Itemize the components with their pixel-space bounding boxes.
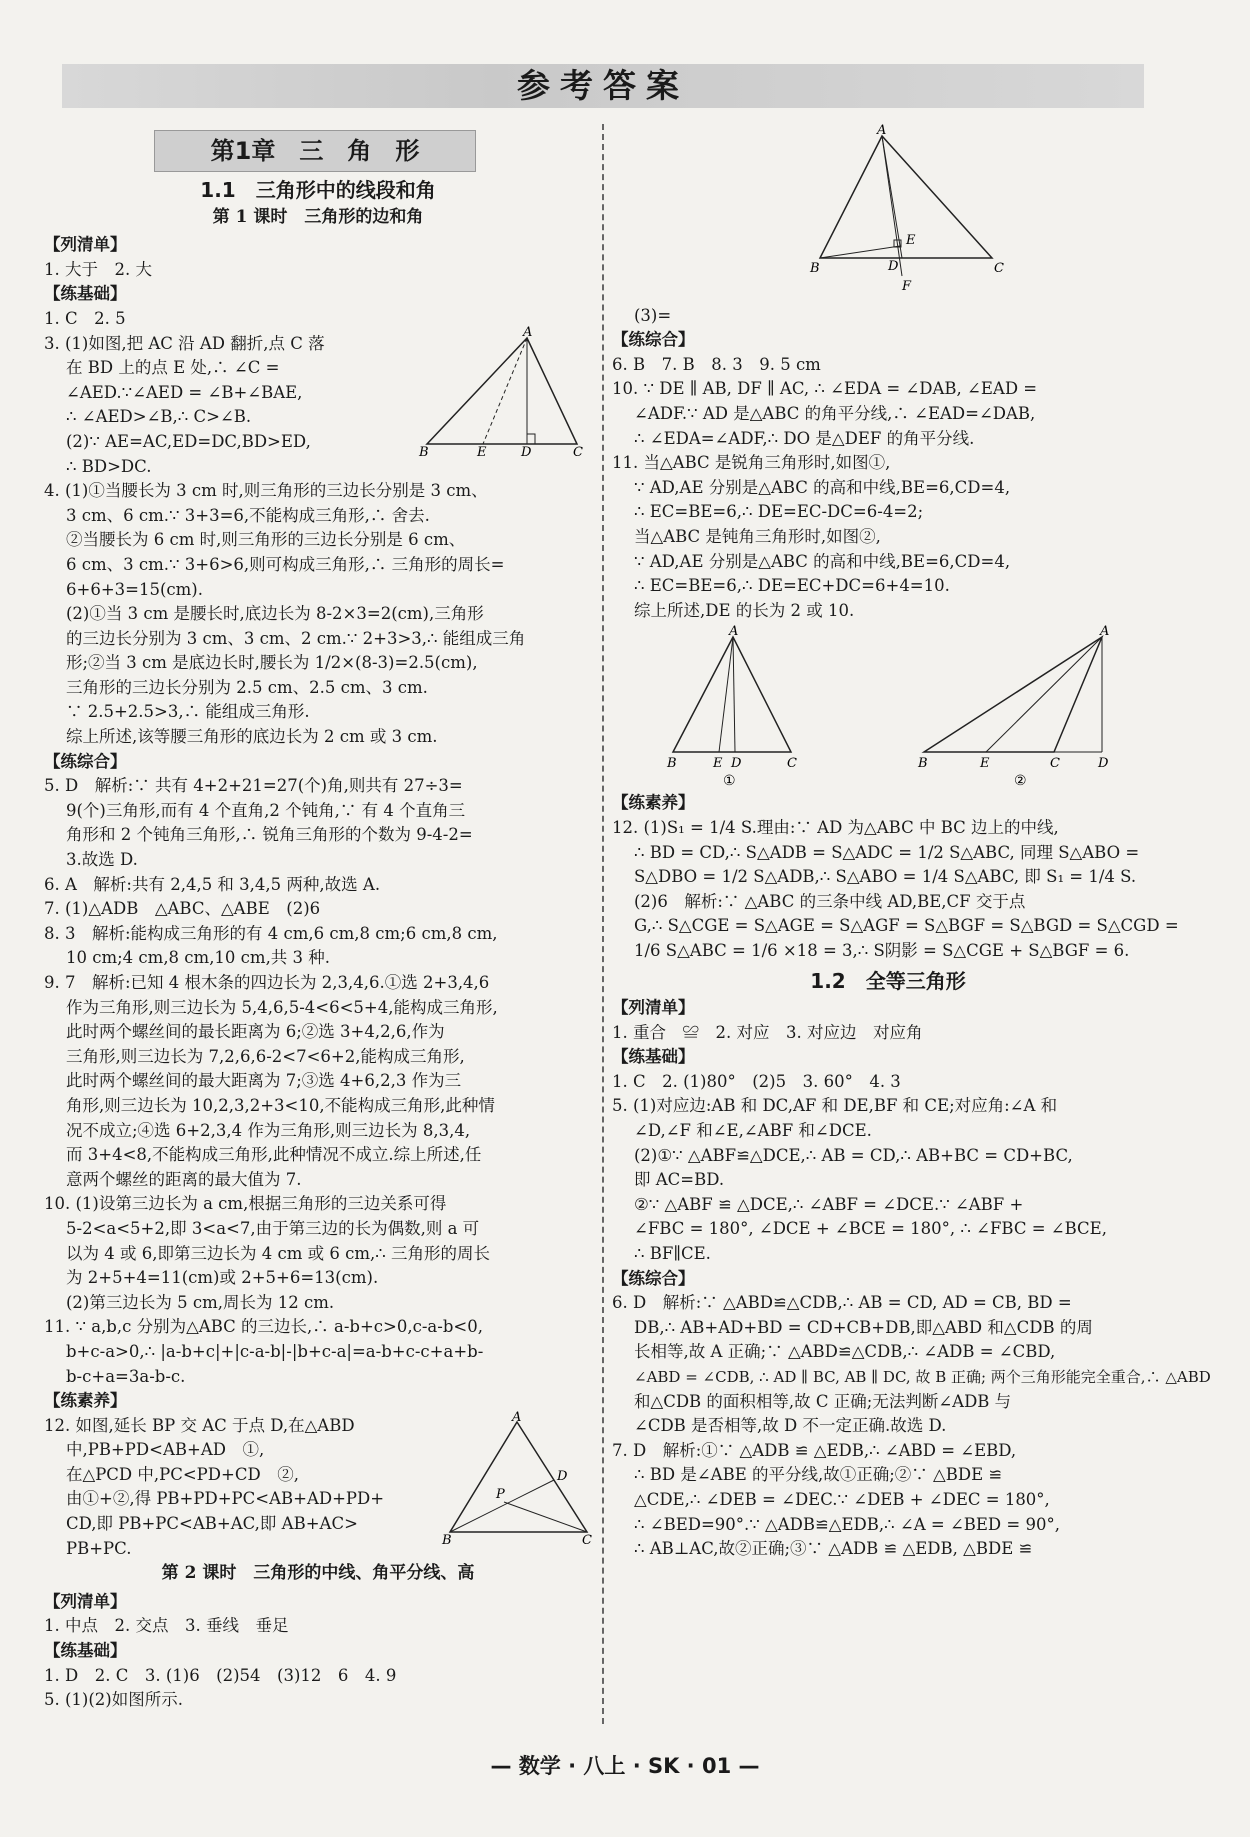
lesson-title: 第 2 课时 三角形的中线、角平分线、高 (161, 1563, 475, 1584)
text-line: 10. (1)设第三边长为 a cm,根据三角形的三边关系可得 (44, 1194, 447, 1214)
text-line: 此时两个螺丝间的最大距离为 7;③选 4+6,2,3 作为三 (66, 1071, 462, 1091)
svg-text:B: B (666, 756, 677, 772)
svg-text:D: D (730, 756, 741, 772)
svg-text:A: A (512, 1409, 522, 1425)
text-line: 的三边长分别为 3 cm、3 cm、2 cm.∵ 2+3>3,∴ 能组成三角 (66, 628, 526, 648)
text-line: 9(个)三角形,而有 4 个直角,2 个钝角,∵ 有 4 个直角三 (66, 800, 466, 820)
text-line: ∠FBC = 180°, ∠DCE + ∠BCE = 180°, ∴ ∠FBC = ∠BCE, (634, 1219, 1107, 1239)
svg-text:D: D (521, 444, 532, 460)
text-line: 7. (1)△ADB △ABC、△ABE (2)6 (44, 899, 321, 919)
svg-text:E: E (979, 756, 989, 772)
text-line: 8. 3 解析:能构成三角形的有 4 cm,6 cm,8 cm;6 cm,8 cm, (44, 923, 498, 943)
text-line: 1. 重合 ≌ 2. 对应 3. 对应边 对应角 (612, 1022, 923, 1042)
text-line: 意两个螺丝的距离的最大值为 7. (66, 1169, 302, 1189)
figure-label-1: ① (722, 773, 736, 790)
acute-triangle-figure (663, 624, 813, 790)
text-line: 6 cm、3 cm.∵ 3+6>6,则可构成三角形,∴ 三角形的周长= (66, 554, 505, 574)
tag-basic: 【练基础】 (612, 1047, 695, 1067)
text-line: 11. ∵ a,b,c 分别为△ABC 的三边长,∴ a-b+c>0,c-a-b<0, (44, 1317, 483, 1337)
svg-text:B: B (810, 261, 820, 276)
svg-text:A: A (523, 324, 533, 340)
text-line: ②∵ △ABF ≌ △DCE,∴ ∠ABF = ∠DCE.∵ ∠ABF + (634, 1194, 1024, 1214)
svg-text:F: F (902, 279, 912, 294)
text-line: 和△CDB 的面积相等,故 C 正确;无法判断∠ADB 与 (634, 1391, 1012, 1411)
svg-text:B: B (917, 756, 928, 772)
svg-text:C: C (786, 756, 797, 772)
text-line: 7. D 解析:①∵ △ADB ≌ △EDB,∴ ∠ABD = ∠EBD, (612, 1440, 1017, 1460)
svg-text:A: A (877, 123, 887, 138)
text-line: PB+PC. (66, 1538, 132, 1558)
text-line: ∴ EC=BE=6,∴ DE=EC-DC=6-4=2; (634, 502, 924, 522)
text-line: 3. (1)如图,把 AC 沿 AD 翻折,点 C 落 (44, 333, 325, 353)
triangle-figure-q12 (442, 1409, 592, 1548)
text-line: ∵ AD,AE 分别是△ABC 的高和中线,BE=6,CD=4, (634, 551, 1011, 571)
text-line: ∠AED.∵∠AED = ∠B+∠BAE, (66, 382, 303, 402)
figure-label-2: ② (1013, 773, 1027, 790)
text-line: 10 cm;4 cm,8 cm,10 cm,共 3 种. (66, 948, 331, 968)
section-title: 1.2 全等三角形 (810, 969, 966, 994)
svg-text:A: A (1099, 624, 1109, 640)
section-title: 1.1 三角形中的线段和角 (200, 178, 436, 202)
tag-comprehensive: 【练综合】 (44, 751, 127, 771)
text-line: 况不成立;④选 6+2,3,4 作为三角形,则三边长为 8,3,4, (66, 1120, 471, 1140)
text-line: 12. 如图,延长 BP 交 AC 于点 D,在△ABD (44, 1415, 355, 1435)
svg-text:C: C (573, 444, 583, 460)
text-line: 5. (1)对应边:AB 和 DC,AF 和 DE,BF 和 CE;对应角:∠A 和 (612, 1096, 1058, 1116)
text-line: 1. 中点 2. 交点 3. 垂线 垂足 (44, 1616, 289, 1636)
tag-list: 【列清单】 (612, 998, 695, 1018)
text-line: (2)第三边长为 5 cm,周长为 12 cm. (66, 1292, 335, 1312)
text-line: 以为 4 或 6,即第三边长为 4 cm 或 6 cm,∴ 三角形的周长 (66, 1243, 490, 1263)
text-line: 角形,则三边长为 10,2,3,2+3<10,不能构成三角形,此种情 (66, 1095, 495, 1115)
text-line: 由①+②,得 PB+PD+PC<AB+AD+PD+ (66, 1489, 385, 1509)
text-line: 形;②当 3 cm 是底边长时,腰长为 1/2×(8-3)=2.5(cm), (66, 653, 478, 673)
text-line: 而 3+4<8,不能构成三角形,此种情况不成立.综上所述,任 (66, 1145, 482, 1165)
text-line: 三角形,则三边长为 7,2,6,6-2<7<6+2,能构成三角形, (66, 1046, 465, 1066)
page-footer: — 数学 · 八上 · SK · 01 — (490, 1754, 760, 1778)
text-line: 6+6+3=15(cm). (66, 579, 203, 599)
text-line: ∠ADF.∵ AD 是△ABC 的角平分线,∴ ∠EAD=∠DAB, (634, 403, 1036, 423)
answer-banner (62, 64, 1144, 108)
text-line: (2)∵ AE=AC,ED=DC,BD>ED, (66, 431, 311, 451)
svg-text:C: C (1049, 756, 1060, 772)
text-line: 6. A 解析:共有 2,4,5 和 3,4,5 两种,故选 A. (44, 874, 381, 894)
text-line: 11. 当△ABC 是锐角三角形时,如图①, (612, 453, 891, 473)
text-line: 当△ABC 是钝角三角形时,如图②, (634, 526, 881, 546)
text-line: S△DBO = 1/2 S△ADB,∴ S△ABO = 1/4 S△ABC, 即 S₁ = 1/4 S. (634, 867, 1137, 887)
text-line: 12. (1)S₁ = 1/4 S.理由:∵ AD 为△ABC 中 BC 边上的中线, (612, 817, 1059, 837)
column-divider (602, 124, 604, 1724)
svg-text:A: A (728, 624, 738, 640)
text-line: (3)= (634, 305, 672, 325)
text-line: 3.故选 D. (66, 850, 138, 870)
tag-basic: 【练基础】 (44, 284, 127, 304)
text-line: 1/6 S△ABC = 1/6 ×18 = 3,∴ S阴影 = S△CGE + S△BGF = 6. (634, 940, 1130, 960)
text-line: 综上所述,DE 的长为 2 或 10. (634, 600, 855, 620)
text-line: (2)6 解析:∵ △ABC 的三条中线 AD,BE,CF 交于点 (634, 891, 1026, 911)
figure-row-q11 (612, 624, 1164, 790)
triangle-figure-q5 (612, 123, 1132, 296)
tag-list: 【列清单】 (44, 1591, 127, 1611)
text-line: 1. C 2. 5 (44, 308, 126, 328)
text-line: ∴ AB⊥AC,故②正确;③∵ △ADB ≌ △EDB, △BDE ≌ (634, 1539, 1033, 1559)
text-line: G,∴ S△CGE = S△AGE = S△AGF = S△BGF = S△BGD = S△CGD = (634, 916, 1179, 936)
text-line: DB,∴ AB+AD+BD = CD+CB+DB,即△ABD 和△CDB 的周 (634, 1317, 1093, 1337)
text-line: 5-2<a<5+2,即 3<a<7,由于第三边的长为偶数,则 a 可 (66, 1218, 480, 1238)
text-line: ∴ BF∥CE. (634, 1244, 711, 1263)
text-line: ∴ EC=BE=6,∴ DE=EC+DC=6+4=10. (634, 576, 950, 596)
text-line: 作为三角形,则三边长为 5,4,6,5-4<6<5+4,能构成三角形, (66, 997, 498, 1017)
text-line: 3 cm、6 cm.∵ 3+3=6,不能构成三角形,∴ 舍去. (66, 505, 430, 525)
left-column (44, 126, 592, 1713)
text-line: ∴ BD>DC. (66, 456, 152, 476)
svg-text:D: D (557, 1468, 568, 1484)
svg-text:B: B (442, 1532, 452, 1548)
svg-text:D: D (1097, 756, 1108, 772)
text-line: ∴ BD = CD,∴ S△ADB = S△ADC = 1/2 S△ABC, 同理 S△ABO = (634, 842, 1140, 862)
text-line: 5. D 解析:∵ 共有 4+2+21=27(个)角,则共有 27÷3= (44, 776, 463, 796)
text-line: 10. ∵ DE ∥ AB, DF ∥ AC, ∴ ∠EDA = ∠DAB, ∠EAD = (612, 379, 1038, 399)
svg-text:E: E (712, 756, 722, 772)
tag-literacy: 【练素养】 (44, 1391, 127, 1411)
text-line: (2)①∵ △ABF≌△DCE,∴ AB = CD,∴ AB+BC = CD+BC, (634, 1145, 1073, 1165)
tag-comprehensive: 【练综合】 (612, 330, 695, 350)
text-line: 4. (1)①当腰长为 3 cm 时,则三角形的三边长分别是 3 cm、 (44, 481, 488, 501)
svg-text:C: C (994, 261, 1004, 276)
lesson-title: 第 1 课时 三角形的边和角 (212, 206, 424, 227)
tag-comprehensive: 【练综合】 (612, 1268, 695, 1288)
text-line: ②当腰长为 6 cm 时,则三角形的三边长分别是 6 cm、 (66, 530, 466, 550)
text-line: 5. (1)(2)如图所示. (44, 1690, 183, 1710)
text-line: ∠CDB 是否相等,故 D 不一定正确.故选 D. (634, 1416, 947, 1436)
text-line: 1. D 2. C 3. (1)6 (2)54 (3)12 6 4. 9 (44, 1665, 397, 1685)
text-line: b+c-a>0,∴ |a-b+c|+|c-a-b|-|b+c-a|=a-b+c-c+a+b- (66, 1341, 484, 1361)
svg-text:P: P (496, 1486, 505, 1502)
text-line: ∴ ∠EDA=∠ADF,∴ DO 是△DEF 的角平分线. (634, 428, 975, 448)
text-line: CD,即 PB+PC<AB+AC,即 AB+AC> (66, 1514, 358, 1534)
text-line: 此时两个螺丝间的最长距离为 6;②选 3+4,2,6,作为 (66, 1022, 445, 1042)
text-line: 6. B 7. B 8. 3 9. 5 cm (612, 354, 821, 374)
text-line: ∠ABD = ∠CDB, ∴ AD ∥ BC, AB ∥ DC, 故 B 正确; 两个三角形能完全重合,∴ △ABD (634, 1367, 1211, 1386)
triangle-figure-q3 (417, 324, 592, 460)
text-line: (2)①当 3 cm 是腰长时,底边长为 8-2×3=2(cm),三角形 (66, 604, 484, 624)
obtuse-triangle-figure (914, 624, 1114, 790)
text-line: 三角形的三边长分别为 2.5 cm、2.5 cm、3 cm. (66, 677, 428, 697)
page-title: 参考答案 (517, 66, 689, 105)
svg-text:C: C (582, 1532, 592, 1548)
tag-literacy: 【练素养】 (612, 793, 695, 813)
text-line: 1. 大于 2. 大 (44, 259, 152, 279)
text-line: ∴ ∠AED>∠B,∴ C>∠B. (66, 407, 252, 427)
text-line: 在△PCD 中,PC<PD+CD ②, (66, 1464, 299, 1484)
svg-text:B: B (419, 444, 429, 460)
right-column (612, 123, 1211, 1562)
text-line: ∴ ∠BED=90°.∵ △ADB≌△EDB,∴ ∠A = ∠BED = 90°, (634, 1514, 1060, 1534)
text-line: 在 BD 上的点 E 处,∴ ∠C = (66, 358, 280, 378)
chapter-title: 第1章 三 角 形 (154, 130, 476, 172)
tag-basic: 【练基础】 (44, 1641, 127, 1661)
text-line: 9. 7 解析:已知 4 根木条的四边长为 2,3,4,6.①选 2+3,4,6 (44, 973, 490, 992)
text-line: 长相等,故 A 正确;∵ △ABD≌△CDB,∴ ∠ADB = ∠CBD, (634, 1342, 1056, 1362)
text-line: ∠D,∠F 和∠E,∠ABF 和∠DCE. (634, 1121, 872, 1141)
text-line: 中,PB+PD<AB+AD ①, (66, 1440, 265, 1460)
text-line: 综上所述,该等腰三角形的底边长为 2 cm 或 3 cm. (66, 727, 438, 747)
text-line: ∵ AD,AE 分别是△ABC 的高和中线,BE=6,CD=4, (634, 477, 1011, 497)
text-line: b-c+a=3a-b-c. (66, 1366, 186, 1386)
text-line: 为 2+5+4=11(cm)或 2+5+6=13(cm). (66, 1268, 379, 1288)
text-line: ∴ BD 是∠ABE 的平分线,故①正确;②∵ △BDE ≌ (634, 1465, 1003, 1485)
text-line: 6. D 解析:∵ △ABD≌△CDB,∴ AB = CD, AD = CB, BD = (612, 1293, 1072, 1313)
text-line: 角形和 2 个钝角三角形,∴ 锐角三角形的个数为 9-4-2= (66, 825, 473, 845)
text-line: △CDE,∴ ∠DEB = ∠DEC.∵ ∠DEB + ∠DEC = 180°, (634, 1489, 1050, 1509)
tag-list: 【列清单】 (44, 235, 127, 255)
svg-text:E: E (906, 233, 916, 248)
text-line: 即 AC=BD. (634, 1170, 725, 1190)
svg-text:E: E (477, 444, 487, 460)
text-line: ∵ 2.5+2.5>3,∴ 能组成三角形. (66, 702, 310, 722)
text-line: 1. C 2. (1)80° (2)5 3. 60° 4. 3 (612, 1071, 901, 1091)
svg-text:D: D (888, 259, 899, 274)
